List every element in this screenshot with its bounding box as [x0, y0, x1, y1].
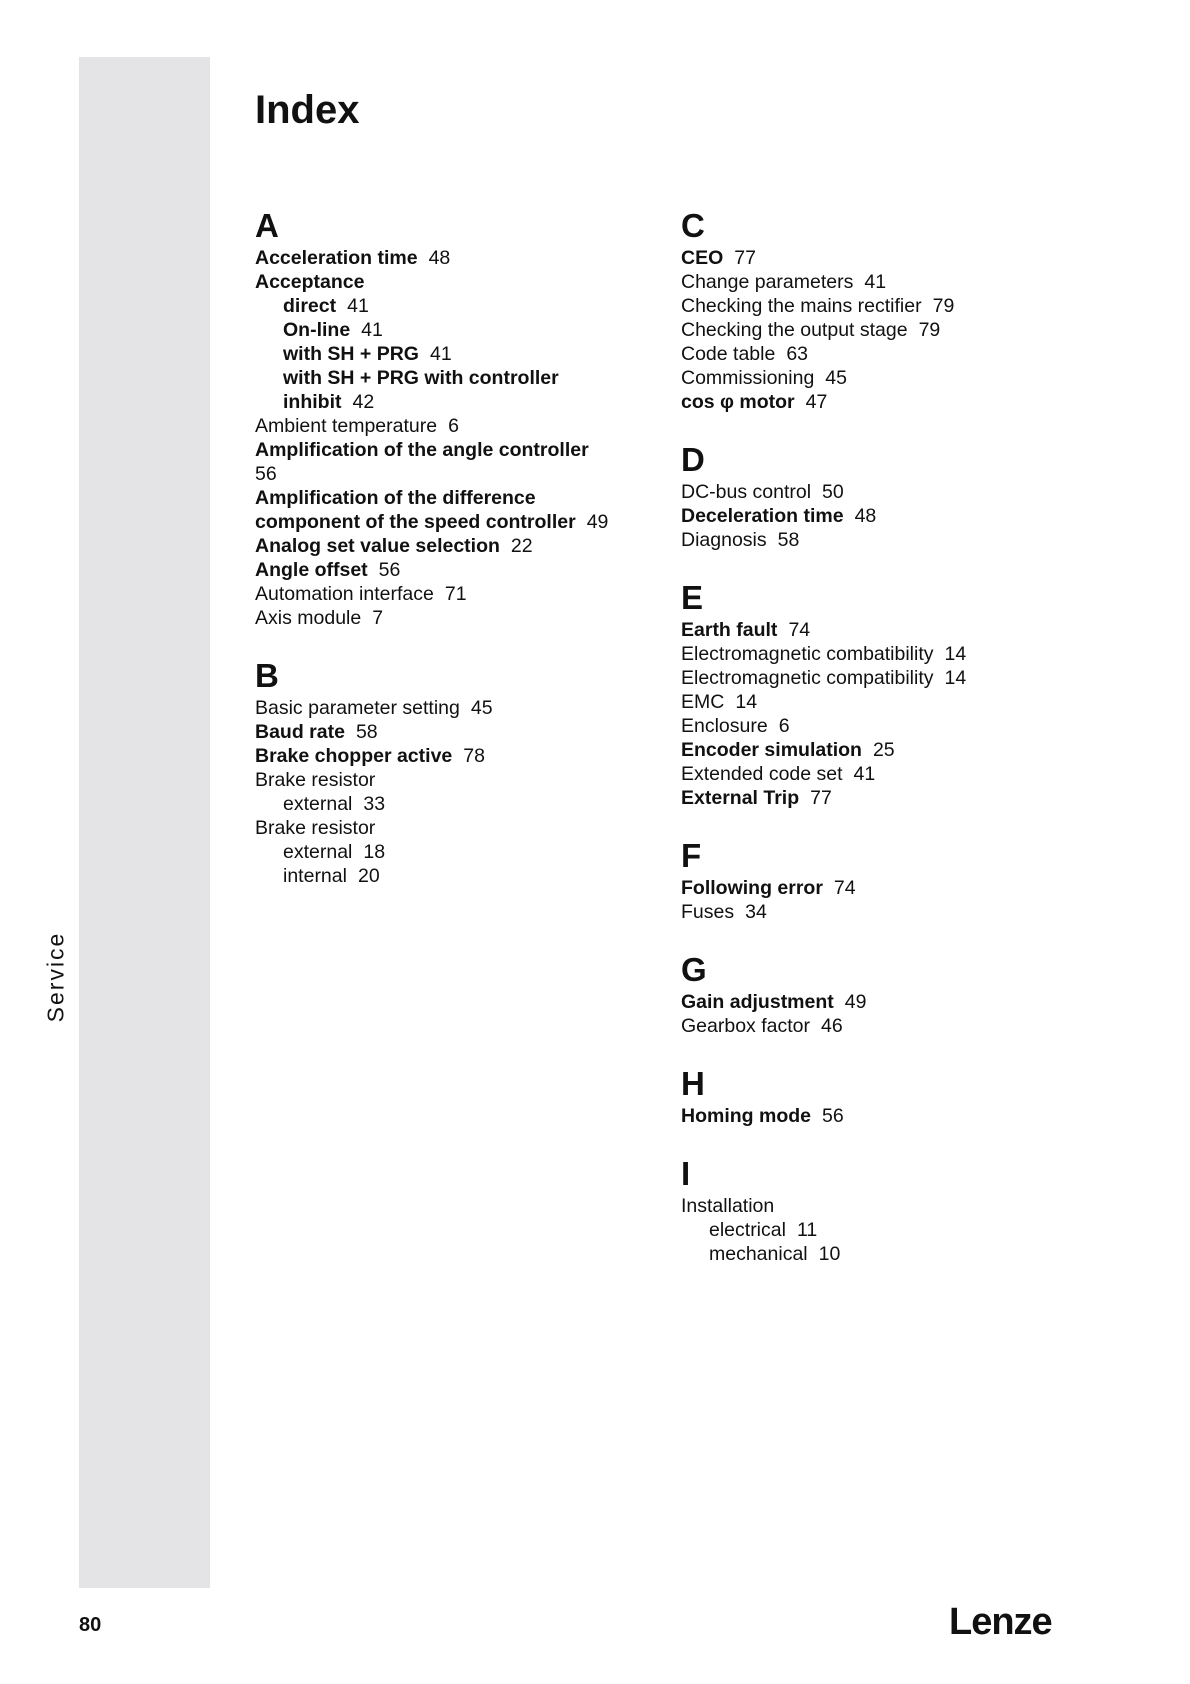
index-page-ref: 71	[444, 583, 467, 605]
index-entry	[255, 768, 655, 792]
index-term: Homing mode	[681, 1105, 811, 1127]
index-subentry	[255, 342, 655, 366]
index-page-ref: 49	[586, 511, 609, 533]
index-entry	[255, 558, 655, 582]
index-term: Acceleration time	[255, 247, 418, 269]
index-page-ref: 47	[805, 391, 828, 413]
index-term: Electromagnetic combatibility	[681, 643, 934, 665]
index-term: Ambient temperature	[255, 415, 438, 437]
index-term: component of the speed controller	[255, 511, 576, 533]
index-entry	[681, 366, 1081, 390]
index-page-ref: 79	[932, 295, 955, 317]
index-entry	[681, 270, 1081, 294]
index-page-ref: 6	[778, 715, 790, 737]
index-entry	[255, 816, 655, 840]
index-term: CEO	[681, 247, 724, 269]
index-term: Gearbox factor	[681, 1015, 810, 1037]
index-entry	[255, 486, 655, 510]
index-letter: A	[255, 207, 279, 244]
index-page-ref: 79	[918, 319, 941, 341]
index-entry	[255, 534, 655, 558]
index-entry	[255, 462, 655, 486]
index-page-ref: 14	[944, 667, 967, 689]
index-term: mechanical	[709, 1243, 808, 1265]
index-term: Acceptance	[255, 271, 365, 293]
index-page-ref: 56	[378, 559, 401, 581]
index-entry	[681, 1104, 1081, 1128]
index-group-a	[255, 206, 655, 630]
index-letter: D	[681, 441, 705, 478]
index-entry	[681, 294, 1081, 318]
index-letter: G	[681, 951, 707, 988]
index-page-ref: 49	[844, 991, 867, 1013]
index-entry	[255, 438, 655, 462]
index-page-ref: 41	[864, 271, 887, 293]
index-page-ref: 74	[788, 619, 811, 641]
index-entry	[255, 582, 655, 606]
index-term: Checking the output stage	[681, 319, 908, 341]
index-term: Analog set value selection	[255, 535, 500, 557]
index-entry	[681, 714, 1081, 738]
index-entry	[681, 342, 1081, 366]
index-entry	[681, 246, 1081, 270]
index-letter: C	[681, 207, 705, 244]
index-letter: I	[681, 1155, 691, 1192]
index-page-ref: 41	[361, 319, 383, 341]
index-term: Amplification of the difference	[255, 487, 536, 509]
index-entry	[681, 738, 1081, 762]
index-subentry	[255, 840, 655, 864]
index-term: Gain adjustment	[681, 991, 834, 1013]
index-term: Brake resistor	[255, 769, 376, 791]
index-page-ref: 10	[818, 1243, 841, 1265]
index-subentry	[681, 1218, 1081, 1242]
index-letter: E	[681, 579, 704, 616]
index-page-ref: 45	[470, 697, 493, 719]
index-term: Diagnosis	[681, 529, 767, 551]
index-term: external	[283, 841, 353, 863]
index-term: external	[283, 793, 353, 815]
index-entry	[681, 990, 1081, 1014]
index-term: electrical	[709, 1219, 786, 1241]
index-term: with SH + PRG	[283, 343, 419, 365]
index-entry	[681, 1014, 1081, 1038]
index-page-ref: 14	[944, 643, 967, 665]
index-page-ref: 34	[745, 901, 767, 923]
index-entry	[681, 528, 1081, 552]
index-page-ref: 14	[735, 691, 758, 713]
index-page-ref: 74	[833, 877, 856, 899]
index-term: 56	[255, 463, 277, 485]
index-page-ref: 50	[822, 481, 844, 503]
index-term: Following error	[681, 877, 823, 899]
index-page-ref: 18	[363, 841, 386, 863]
index-term: Amplification of the angle controller	[255, 439, 589, 461]
index-entry	[681, 690, 1081, 714]
index-term: with SH + PRG with controller	[283, 367, 559, 389]
index-page-ref: 41	[853, 763, 876, 785]
index-term: Baud rate	[255, 721, 345, 743]
index-entry	[255, 246, 655, 270]
index-entry	[255, 720, 655, 744]
index-subentry	[681, 1242, 1081, 1266]
index-page-ref: 25	[872, 739, 895, 761]
index-subentry	[255, 294, 655, 318]
index-subentry	[255, 864, 655, 888]
index-subentry	[255, 366, 655, 390]
index-term: Brake resistor	[255, 817, 376, 839]
lenze-logo: Lenze	[949, 1601, 1052, 1643]
index-page-ref: 56	[822, 1105, 844, 1127]
index-page-ref: 22	[510, 535, 533, 557]
index-group-e	[681, 578, 1081, 810]
page-title: Index	[255, 88, 360, 132]
index-term: Encoder simulation	[681, 739, 862, 761]
section-label: Service	[42, 931, 69, 1023]
index-term: Deceleration time	[681, 505, 844, 527]
page-number: 80	[79, 1614, 102, 1636]
index-term: Brake chopper active	[255, 745, 453, 767]
index-page-ref: 58	[355, 721, 378, 743]
index-term: Earth fault	[681, 619, 778, 641]
index-entry	[681, 786, 1081, 810]
index-term: Checking the mains rectifier	[681, 295, 922, 317]
index-page-ref: 11	[796, 1219, 818, 1241]
index-page-ref: 48	[428, 247, 451, 269]
index-group-g	[681, 950, 1081, 1038]
index-term: Axis module	[255, 607, 362, 629]
index-term: Automation interface	[255, 583, 434, 605]
index-group-b	[255, 656, 655, 888]
index-entry	[681, 1194, 1081, 1218]
index-page-ref: 48	[854, 505, 877, 527]
index-entry	[681, 642, 1081, 666]
index-term: Enclosure	[681, 715, 768, 737]
index-group-f	[681, 836, 1081, 924]
index-entry	[681, 390, 1081, 414]
index-entry	[255, 696, 655, 720]
index-page-ref: 33	[363, 793, 386, 815]
index-entry	[681, 618, 1081, 642]
index-group-c	[681, 206, 1081, 414]
index-page-ref: 46	[820, 1015, 843, 1037]
index-term: External Trip	[681, 787, 800, 809]
index-entry	[255, 510, 655, 534]
index-page-ref: 63	[786, 343, 809, 365]
index-column-left	[255, 206, 655, 914]
index-term: Installation	[681, 1195, 775, 1217]
index-page-ref: 41	[347, 295, 369, 317]
index-term: Commissioning	[681, 367, 815, 389]
index-subentry	[255, 792, 655, 816]
index-term: Change parameters	[681, 271, 854, 293]
index-group-i	[681, 1154, 1081, 1266]
index-term: EMC	[681, 691, 725, 713]
index-page-ref: 77	[810, 787, 832, 809]
index-page-ref: 41	[429, 343, 452, 365]
index-page-ref: 20	[357, 865, 380, 887]
index-term: On-line	[283, 319, 351, 341]
index-term: inhibit	[283, 391, 342, 413]
index-subentry	[255, 318, 655, 342]
index-entry	[255, 744, 655, 768]
index-entry	[681, 666, 1081, 690]
index-term: Extended code set	[681, 763, 843, 785]
index-term: DC-bus control	[681, 481, 812, 503]
index-column-right	[681, 206, 1081, 1292]
index-page-ref: 45	[825, 367, 847, 389]
index-page-ref: 6	[448, 415, 459, 437]
index-term: Basic parameter setting	[255, 697, 460, 719]
index-group-h	[681, 1064, 1081, 1128]
index-entry	[681, 762, 1081, 786]
index-page-ref: 42	[352, 391, 375, 413]
sidebar-band	[79, 57, 210, 1588]
index-page-ref: 7	[372, 607, 384, 629]
index-page-ref: 58	[777, 529, 800, 551]
index-subentry	[255, 390, 655, 414]
index-entry	[681, 876, 1081, 900]
index-entry	[255, 270, 655, 294]
index-entry	[681, 318, 1081, 342]
index-term: cos φ motor	[681, 391, 795, 413]
index-entry	[681, 480, 1081, 504]
index-letter: H	[681, 1065, 705, 1102]
index-term: Fuses	[681, 901, 735, 923]
index-entry	[681, 900, 1081, 924]
index-page-ref: 78	[463, 745, 485, 767]
index-term: internal	[283, 865, 347, 887]
index-term: Electromagnetic compatibility	[681, 667, 934, 689]
index-group-d	[681, 440, 1081, 552]
index-term: Angle offset	[255, 559, 368, 581]
index-page-ref: 77	[734, 247, 756, 269]
index-entry	[255, 414, 655, 438]
index-entry	[681, 504, 1081, 528]
index-letter: F	[681, 837, 702, 874]
index-term: direct	[283, 295, 337, 317]
index-term: Code table	[681, 343, 776, 365]
index-entry	[255, 606, 655, 630]
index-letter: B	[255, 657, 279, 694]
